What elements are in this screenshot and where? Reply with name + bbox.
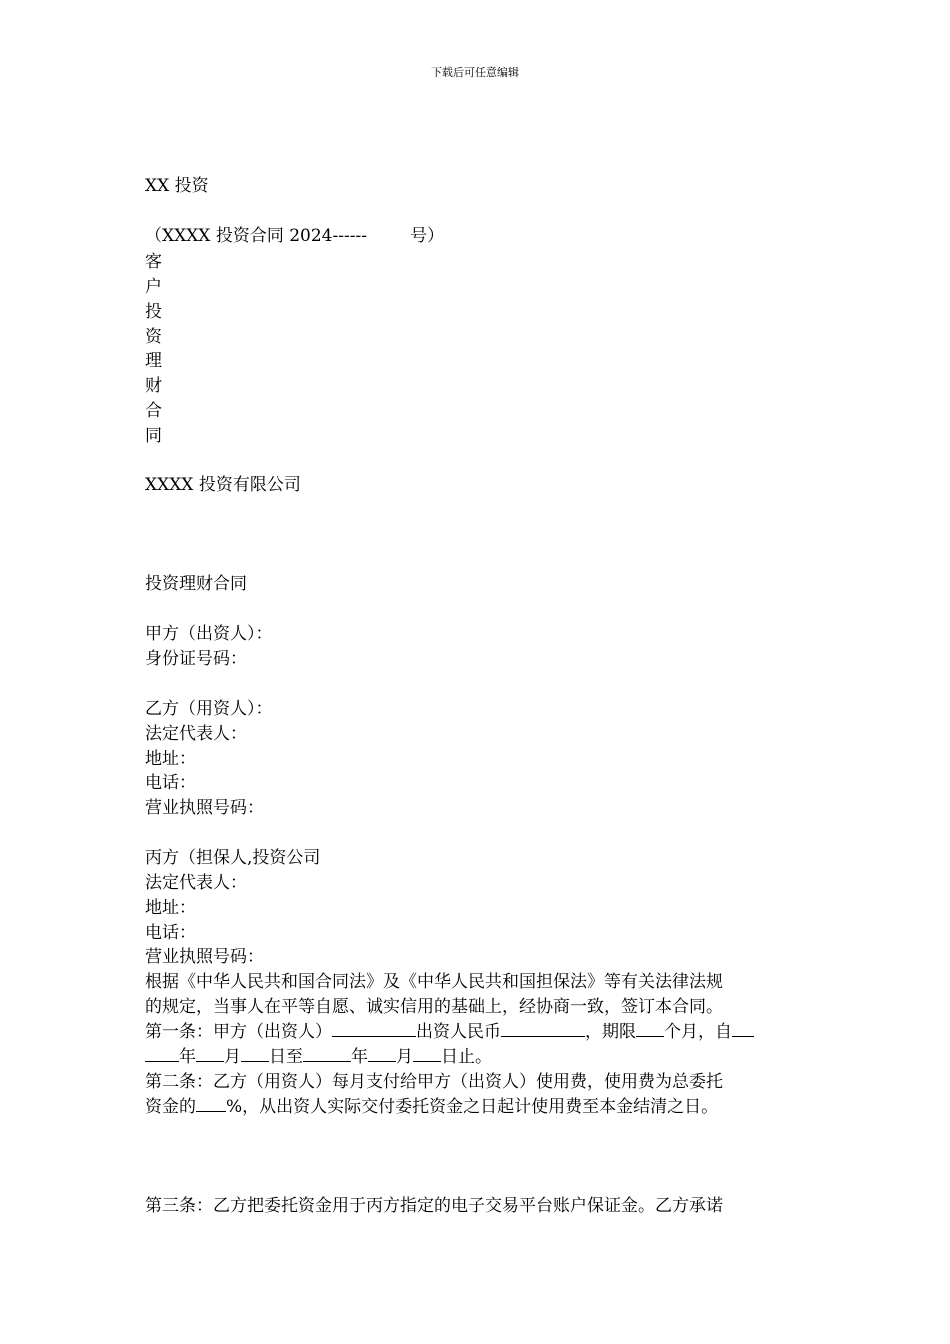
vertical-title-char: 户 (145, 277, 162, 297)
party-a-id: 身份证号码： (145, 649, 247, 669)
party-c-license: 营业执照号码： (145, 947, 264, 967)
page-header-note: 下载后可任意编辑 (431, 66, 519, 79)
company-short-name: XX 投资 (145, 176, 209, 196)
vertical-title-char: 资 (145, 327, 162, 347)
blank-field[interactable] (196, 1096, 226, 1112)
contract-title: 投资理财合同 (145, 574, 247, 594)
article-1-text: 月 (396, 1047, 413, 1067)
vertical-title-char: 合 (145, 401, 162, 421)
article-2-text: 资金的 (145, 1097, 196, 1117)
article-2-text: %，从出资人实际交付委托资金之日起计使用费至本金结清之日。 (226, 1097, 719, 1117)
party-b-phone: 电话： (145, 773, 196, 793)
blank-field[interactable] (732, 1021, 754, 1037)
party-b-label: 乙方（用资人）： (145, 699, 273, 719)
party-b-license: 营业执照号码： (145, 798, 264, 818)
blank-field[interactable] (145, 1046, 179, 1062)
blank-field[interactable] (368, 1046, 396, 1062)
company-full-name: XXXX 投资有限公司 (145, 475, 301, 495)
party-c-phone: 电话： (145, 923, 196, 943)
article-1-line-2 (145, 1046, 492, 1068)
article-1-text: 个月，自 (664, 1022, 732, 1042)
party-a-label: 甲方（出资人）： (145, 624, 273, 644)
article-1-text: 年 (351, 1047, 368, 1067)
vertical-title-char: 客 (145, 252, 162, 272)
party-c-label: 丙方（担保人,投资公司 (145, 848, 321, 868)
blank-field[interactable] (196, 1046, 224, 1062)
blank-field[interactable] (413, 1046, 441, 1062)
vertical-title-char: 理 (145, 351, 162, 371)
party-b-rep: 法定代表人： (145, 724, 247, 744)
article-1-text: 第一条：甲方（出资人） (145, 1022, 332, 1042)
preamble-line: 根据《中华人民共和国合同法》及《中华人民共和国担保法》等有关法律法规 (145, 972, 723, 992)
party-c-rep: 法定代表人： (145, 873, 247, 893)
vertical-title-char: 财 (145, 376, 162, 396)
party-b-address: 地址： (145, 749, 196, 769)
contract-number: （XXXX 投资合同 2024------ 号） (145, 226, 445, 246)
vertical-title-char: 同 (145, 426, 162, 446)
article-2-line-2 (145, 1096, 718, 1118)
preamble-line: 的规定，当事人在平等自愿、诚实信用的基础上，经协商一致，签订本合同。 (145, 997, 723, 1017)
vertical-title-char: 投 (145, 302, 162, 322)
article-1-text: 出资人民币 (416, 1022, 501, 1042)
blank-field[interactable] (501, 1021, 585, 1037)
blank-field[interactable] (636, 1021, 664, 1037)
article-1-text: 日至 (269, 1047, 303, 1067)
blank-field[interactable] (241, 1046, 269, 1062)
party-c-address: 地址： (145, 898, 196, 918)
article-1-text: 日止。 (441, 1047, 492, 1067)
blank-field[interactable] (332, 1021, 416, 1037)
article-2-line-1: 第二条：乙方（用资人）每月支付给甲方（出资人）使用费，使用费为总委托 (145, 1072, 723, 1092)
article-1-text: ，期限 (585, 1022, 636, 1042)
article-1-line-1 (145, 1021, 754, 1043)
article-3-line-1: 第三条：乙方把委托资金用于丙方指定的电子交易平台账户保证金。乙方承诺 (145, 1196, 723, 1216)
article-1-text: 年 (179, 1047, 196, 1067)
blank-field[interactable] (303, 1046, 351, 1062)
article-1-text: 月 (224, 1047, 241, 1067)
